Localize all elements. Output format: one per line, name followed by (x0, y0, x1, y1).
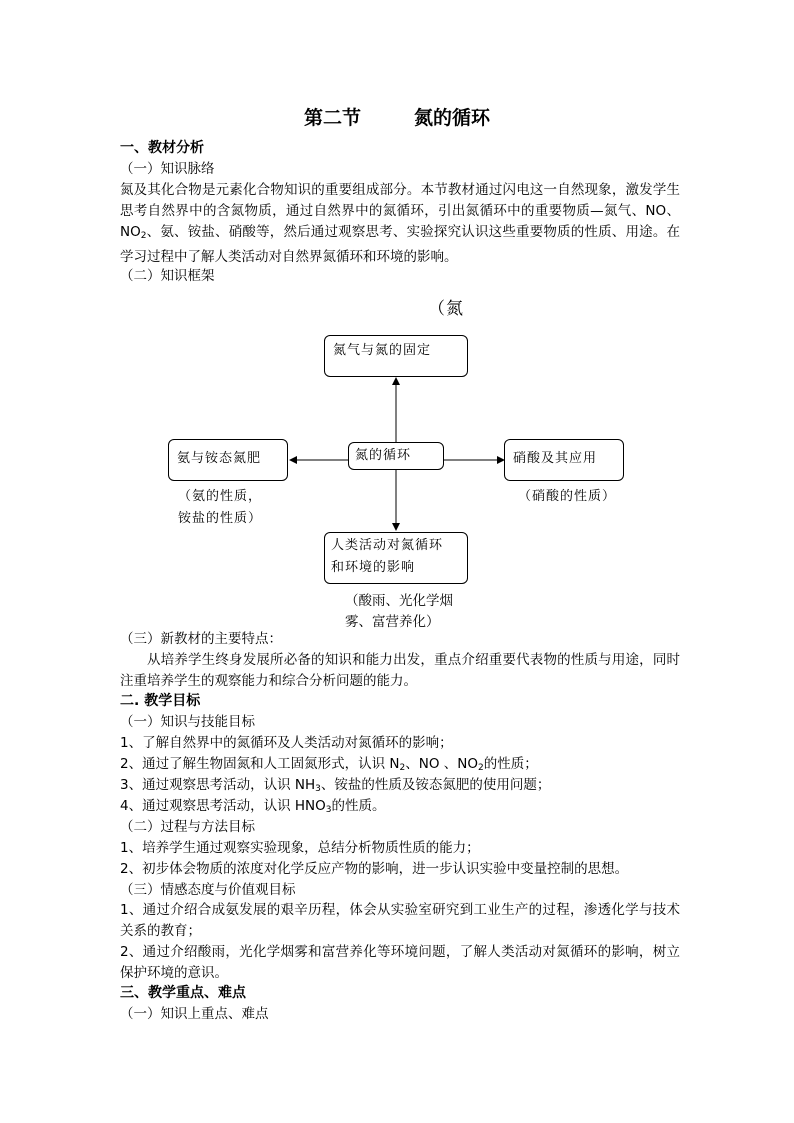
diagram-title-fragment: （氮 (428, 299, 464, 319)
process-item-1: 1、培养学生通过观察实验现象，总结分析物质性质的能力； (120, 840, 480, 856)
note-environment-effects: （酸雨、光化学烟 雾、富营养化） (345, 593, 453, 630)
box-nitrogen-fixation: 氮气与氮的固定 (324, 335, 468, 377)
goal-item-1: 1、了解自然界中的氮循环及人类活动对氮循环的影响； (120, 735, 453, 751)
subheading-key-points: （一）知识上重点、难点 (120, 1006, 269, 1022)
note-ammonia-properties: （氨的性质， 铵盐的性质） (178, 489, 263, 526)
page-title: 第二节 氮的循环 (304, 107, 490, 129)
goal-item-4: 4、通过观察思考活动，认识 $HNO_3$的性质。 (120, 798, 386, 815)
goal-item-2: 2、通过了解生物固氮和人工固氮形式，认识 $N_2$、NO 、$NO_2$的性质； (120, 756, 538, 773)
box-human-activity-line1: 人类活动对氮循环 (331, 538, 444, 553)
paragraph-new-features: 从培养学生终身发展所必备的知识和能力出发，重点介绍重要代表物的性质与用途，同时注重培养学生的观察能力和综合分析问题的能力。 (120, 652, 680, 689)
box-nitric-acid: 硝酸及其应用 (504, 439, 624, 481)
box-ammonia-fertilizer: 氨与铵态氮肥 (168, 439, 288, 481)
subheading-process-methods: （二）过程与方法目标 (120, 819, 255, 835)
subheading-knowledge-skills: （一）知识与技能目标 (120, 714, 255, 730)
section-heading-3: 三、教学重点、难点 (120, 985, 246, 1001)
box-human-activity-line2: 和环境的影响 (331, 560, 416, 575)
box-human-activity (324, 532, 468, 584)
subheading-attitudes-values: （三）情感态度与价值观目标 (120, 882, 296, 898)
subheading-knowledge-framework: （二）知识框架 (120, 268, 215, 284)
process-item-2: 2、初步体会物质的浓度对化学反应产物的影响，进一步认识实验中变量控制的思想。 (120, 861, 629, 877)
attitude-item-1: 1、通过介绍合成氨发展的艰辛历程，体会从实验室研究到工业生产的过程，渗透化学与技术关系的教育； (120, 902, 680, 939)
section-heading-1: 一、教材分析 (120, 140, 204, 156)
paragraph-knowledge-context: 氮及其化合物是元素化合物知识的重要组成部分。本节教材通过闪电这一自然现象，激发学生思考自然界中的含氮物质，通过自然界中的氮循环，引出氮循环中的重要物质—氮气、NO、$NO_2$、氨、铵盐、硝酸等，然后通过观察思考、实验探究认识这些重要物质的性质、用途。在学习过程中了解人类活动对自然界氮循环和环境的影响。 (120, 182, 680, 265)
goal-item-3: 3、通过观察思考活动，认识 $NH_3$、铵盐的性质及铵态氮肥的使用问题； (120, 777, 551, 794)
attitude-item-2: 2、通过介绍酸雨，光化学烟雾和富营养化等环境问题，了解人类活动对氮循环的影响，树立保护环境的意识。 (120, 944, 680, 981)
box-nitrogen-cycle: 氮的循环 (348, 442, 444, 470)
subheading-knowledge-context: （一）知识脉络 (120, 161, 215, 177)
note-nitric-acid-properties: （硝酸的性质） (518, 489, 617, 504)
section-heading-2: 二. 教学目标 (120, 693, 201, 709)
subheading-new-features: （三）新教材的主要特点： (120, 631, 282, 647)
